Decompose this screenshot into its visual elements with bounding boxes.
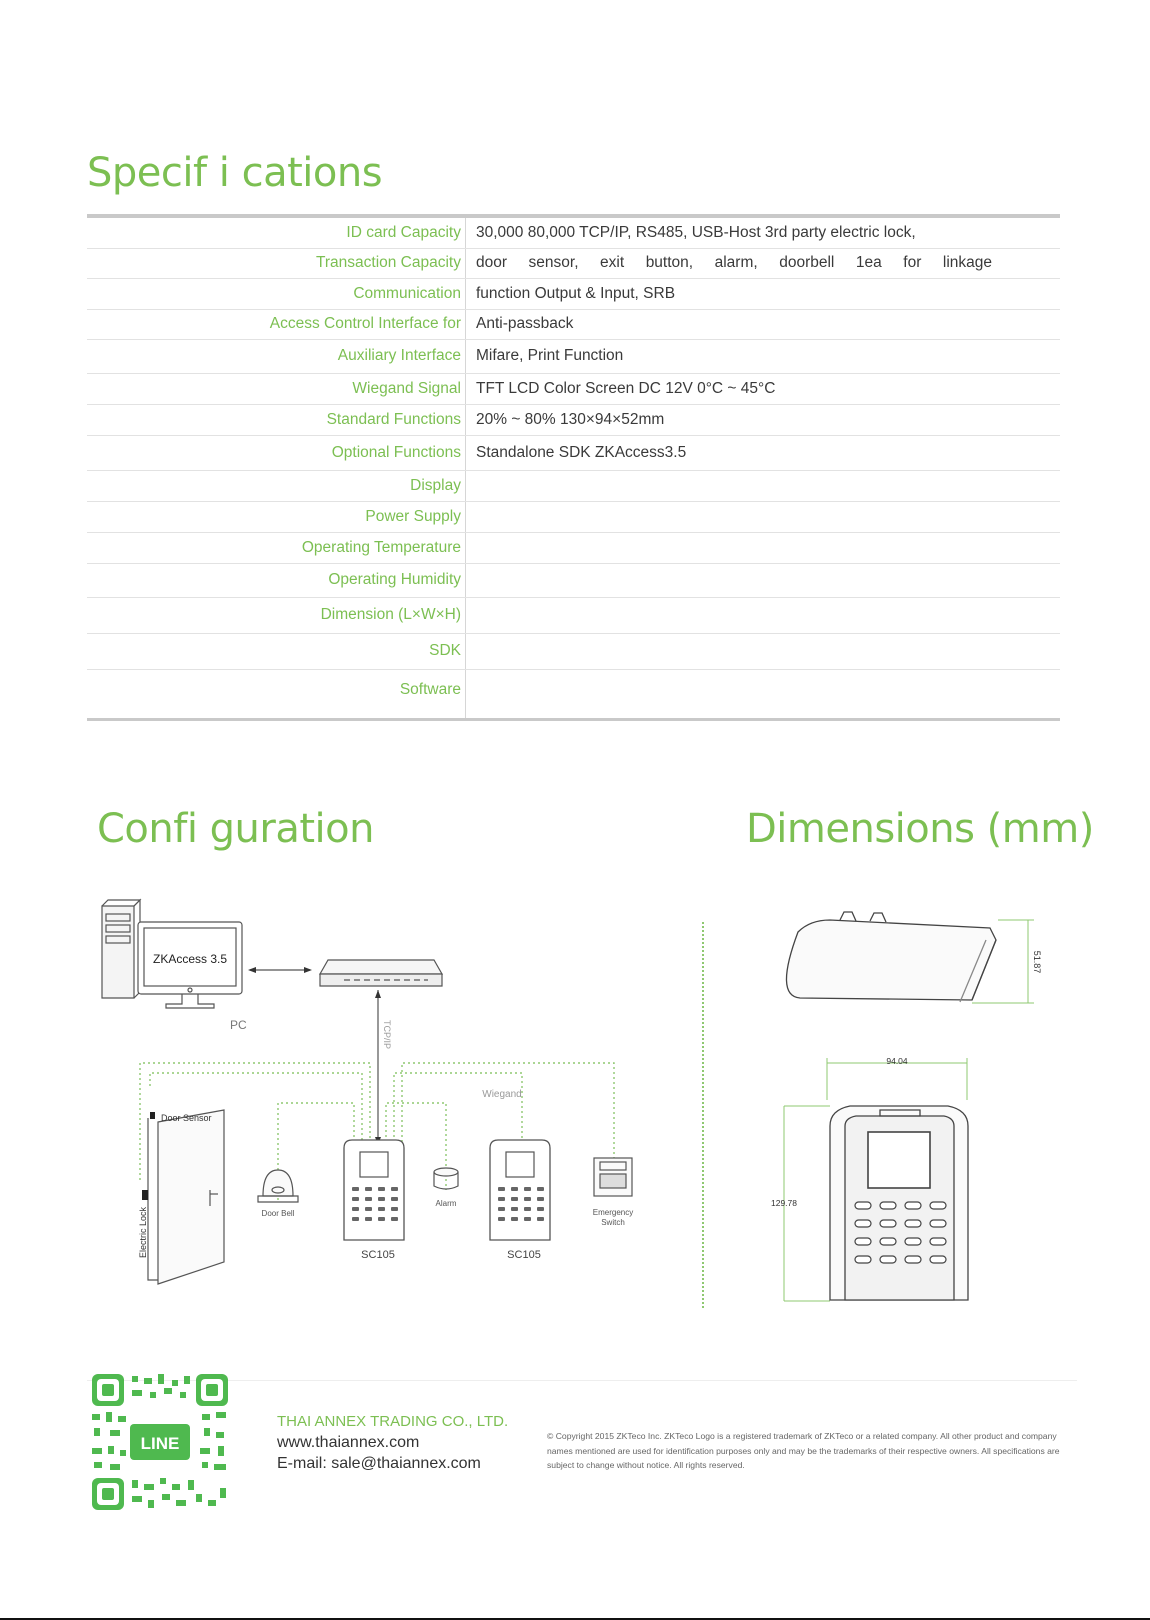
door-icon [148,1110,224,1284]
configuration-diagram [90,890,710,1310]
spec-row-transaction [87,248,1060,279]
spec-row-humidity [87,563,1060,598]
tcpip-label: TCP/IP [382,1020,392,1050]
spec-value-word: for [903,254,922,271]
pc-tower-icon [102,900,140,998]
switch-label: Switch [601,1218,625,1227]
spec-value-word: 1ea [855,254,882,271]
spec-value: 30,000 80,000 TCP/IP, RS485, USB-Host 3rd party electric lock, [476,224,916,241]
spec-row-optional [87,435,1060,471]
door-sensor-icon [150,1112,155,1119]
spec-value: function Output & Input, SRB [476,284,676,302]
spec-label: Operating Temperature [301,538,461,556]
spec-label: Auxiliary Interface [337,347,461,364]
sc105-device-icon [344,1140,404,1240]
spec-value-word: linkage [942,254,992,271]
electric-lock-icon [142,1190,148,1200]
software-label: ZKAccess 3.5 [152,952,228,966]
emergency-switch-icon [594,1158,632,1196]
configuration-title: Confi guration [97,806,374,852]
spec-row-communication [87,278,1060,310]
spec-label: Software [399,681,461,698]
spec-row-temperature [87,532,1060,564]
spec-label: Transaction Capacity [315,254,461,271]
network-switch-icon [320,960,442,986]
spec-label: Dimension (L×W×H) [320,606,461,623]
door-bell-label: Door Bell [261,1209,295,1218]
alarm-label: Alarm [435,1199,457,1208]
section-divider [702,922,704,1308]
spec-value: TFT LCD Color Screen DC 12V 0°C ~ 45°C [476,379,776,397]
dimensions-title: Dimensions (mm) [746,806,1094,852]
emergency-label: Emergency [592,1208,634,1217]
device-front-view [830,1106,968,1300]
spec-value-word: button, [645,254,694,271]
spec-row-sdk [87,633,1060,670]
spec-label: Wiegand Signal [352,379,461,397]
spec-row-id-card [87,218,1060,249]
spec-label: Display [410,476,461,494]
spec-label: ID card Capacity [346,224,461,241]
width-value: 94.04 [886,1056,908,1066]
spec-label: Access Control Interface for [269,315,461,332]
spec-value: Standalone SDK ZKAccess3.5 [476,443,687,461]
spec-value-word: doorbell [779,254,835,271]
spec-value-word: exit [600,254,625,271]
door-bell-icon [258,1170,298,1202]
spec-value-word: sensor, [528,254,579,271]
dimensions-diagram [760,900,1090,1310]
spec-row-software [87,669,1060,711]
spec-row-standard [87,404,1060,436]
spec-row-display [87,470,1060,502]
spec-row-wiegand [87,373,1060,405]
website-link[interactable]: www.thaiannex.com [277,1434,420,1451]
door-sensor-label: Door Sensor [161,1113,212,1123]
spec-row-access-control [87,309,1060,340]
qr-line-label: LINE [140,1434,180,1453]
spec-value: Anti-passback [476,315,574,332]
spec-label: Operating Humidity [328,571,461,588]
footer-divider [87,1380,1077,1381]
sc105-device-icon [490,1140,550,1240]
spec-value: Mifare, Print Function [476,347,624,364]
spec-label: Optional Functions [331,443,461,461]
sc105-label: SC105 [361,1249,395,1261]
wiegand-label: Wiegand [482,1089,522,1100]
spec-value [476,248,992,278]
spec-label: Standard Functions [326,410,461,428]
spec-value: 20% ~ 80% 130×94×52mm [476,410,665,428]
spec-label: Power Supply [365,507,461,525]
electric-lock-label: Electric Lock [138,1206,148,1258]
device-side-view [786,912,996,1002]
sc105-label: SC105 [507,1249,541,1261]
spec-row-dimension [87,597,1060,634]
pc-label: PC [230,1018,247,1032]
specifications-table [87,214,1060,721]
depth-value: 51.87 [1032,950,1042,974]
line-qr-code[interactable] [92,1374,228,1510]
spec-label: Communication [353,284,461,302]
email-link[interactable]: E-mail: sale@thaiannex.com [277,1455,481,1472]
spec-value-word: door [476,254,508,271]
spec-label: SDK [429,642,461,659]
company-name: THAI ANNEX TRADING CO., LTD. [277,1413,509,1430]
spec-row-auxiliary [87,339,1060,374]
height-value: 129.78 [771,1198,797,1208]
copyright-notice: © Copyright 2015 ZKTeco Inc. ZKTeco Logo is a registered trademark of ZKTeco or a related company. All other product and company names mentioned are used for identification purposes only and may be the trademarks of their respective owners. All specifications are subject to change without notice. All rights reserved. [547,1431,1060,1471]
spec-row-power [87,501,1060,533]
specifications-title: Specif i cations [87,150,383,196]
spec-value-word: alarm, [714,254,758,271]
